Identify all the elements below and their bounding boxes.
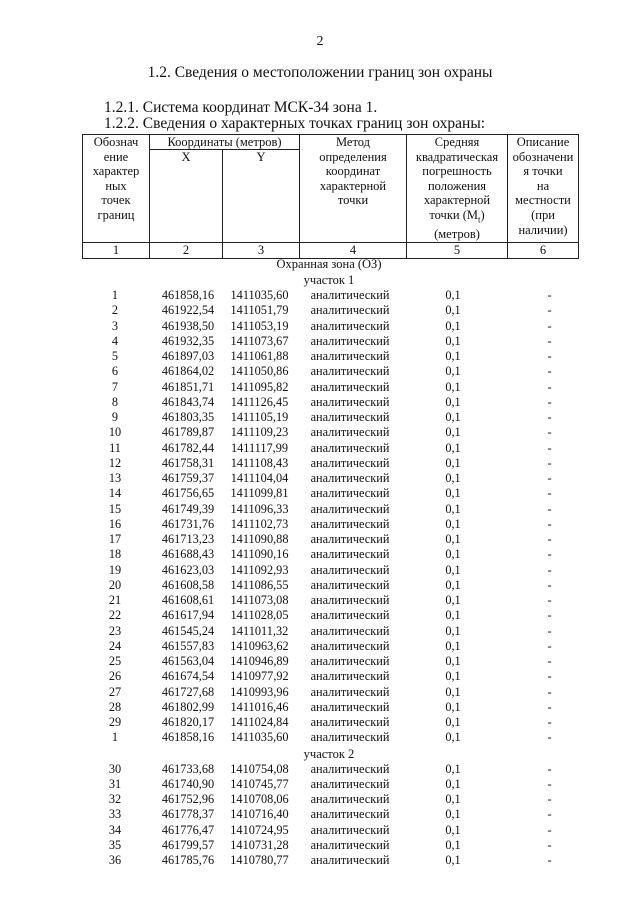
col-number: 2: [150, 242, 223, 258]
coord-y: 1411035,60: [230, 288, 289, 302]
method: аналитический: [310, 715, 390, 729]
description: -: [547, 394, 552, 409]
coord-x: 461820,17: [161, 715, 215, 729]
coord-y: 1411095,82: [230, 379, 289, 394]
coord-y: 1411073,08: [230, 593, 289, 607]
coord-x: 461759,37: [161, 471, 215, 485]
point-id: 4: [111, 333, 119, 348]
description: -: [547, 486, 552, 501]
description: -: [547, 792, 552, 806]
table-row: [82, 639, 576, 654]
description: -: [547, 562, 552, 577]
description: -: [547, 715, 552, 729]
method: аналитический: [310, 577, 390, 592]
coord-y: 1411117,99: [230, 440, 289, 455]
coord-y: 1410946,89: [230, 654, 289, 668]
table-row: [82, 669, 576, 684]
col-number: 5: [407, 242, 508, 258]
table-row: [82, 715, 576, 730]
method: аналитический: [310, 455, 390, 470]
description: -: [547, 333, 552, 348]
error: 0,1: [445, 776, 461, 791]
error: 0,1: [445, 715, 461, 729]
coord-x: 461758,31: [161, 455, 215, 470]
description: -: [547, 318, 552, 333]
description: -: [547, 501, 552, 516]
coord-x: 461752,96: [161, 792, 215, 806]
description: -: [547, 638, 552, 653]
point-id: 34: [108, 822, 122, 837]
coord-x: 461778,37: [161, 807, 215, 822]
description: -: [547, 699, 552, 714]
coord-y: 1411073,67: [230, 333, 289, 348]
coord-x: 461756,65: [161, 486, 215, 501]
error: 0,1: [445, 654, 461, 668]
coord-y: 1411099,81: [230, 486, 289, 501]
method: аналитический: [310, 853, 390, 867]
point-id: 20: [108, 577, 122, 592]
description: -: [547, 593, 552, 607]
table-row: [82, 823, 576, 838]
error: 0,1: [445, 730, 461, 745]
table-row: [82, 486, 576, 501]
error: 0,1: [445, 394, 461, 409]
description: -: [547, 684, 552, 699]
coord-x: 461623,03: [161, 562, 215, 577]
table-row: [82, 303, 576, 318]
description: -: [547, 807, 552, 822]
table-row: [82, 685, 576, 700]
header-method: Метод определения координат характерной точки: [300, 135, 407, 243]
point-id: 6: [111, 364, 119, 379]
method: аналитический: [310, 593, 390, 607]
description: -: [547, 410, 552, 424]
method: аналитический: [310, 776, 390, 791]
error: 0,1: [445, 547, 461, 562]
coord-x: 461557,83: [161, 638, 215, 653]
coord-y: 1410708,06: [230, 792, 289, 806]
coord-y: 1410731,28: [230, 837, 289, 852]
coord-y: 1411126,45: [230, 394, 289, 409]
point-id: 32: [108, 792, 122, 806]
header-coordinates: Координаты (метров): [150, 135, 300, 150]
description: -: [547, 730, 552, 745]
coordinate-system-line: 1.2.1. Система координат МСК-34 зона 1.: [104, 99, 378, 116]
coord-x: 461789,87: [161, 425, 215, 440]
error: 0,1: [445, 349, 461, 363]
coord-y: 1410993,96: [230, 684, 289, 699]
table-row: [82, 853, 576, 868]
error: 0,1: [445, 501, 461, 516]
col-number: 3: [223, 242, 300, 258]
error: 0,1: [445, 333, 461, 348]
error: 0,1: [445, 410, 461, 424]
table-row: [82, 578, 576, 593]
error: 0,1: [445, 761, 461, 776]
point-id: 36: [108, 853, 122, 867]
coord-x: 461843,74: [161, 394, 215, 409]
point-id: 1: [111, 730, 119, 745]
point-id: 18: [108, 547, 122, 562]
table-row: [82, 364, 576, 379]
coord-x: 461922,54: [161, 303, 215, 318]
coord-x: 461545,24: [161, 623, 215, 638]
description: -: [547, 669, 552, 684]
header-error: Средняя квадратическая погрешность положения характерной точки $(M_t)$ (метров): [407, 135, 508, 243]
page-number: 2: [316, 34, 324, 49]
coord-x: 461563,04: [161, 654, 215, 668]
table-row: [82, 777, 576, 792]
error: 0,1: [445, 623, 461, 638]
point-id: 26: [108, 669, 122, 684]
table-row: [82, 395, 576, 410]
coord-y: 1411086,55: [230, 577, 289, 592]
coord-x: 461782,44: [161, 440, 215, 455]
description: -: [547, 623, 552, 638]
error: 0,1: [445, 669, 461, 684]
point-id: 9: [111, 410, 119, 424]
error: 0,1: [445, 638, 461, 653]
section-heading: 1.2. Сведения о местоположении границ зон охраны: [147, 64, 493, 81]
coord-x: 461749,39: [161, 501, 215, 516]
table-row: [82, 807, 576, 822]
table-row: [82, 502, 576, 517]
point-id: 5: [111, 349, 119, 363]
coord-x: 461938,50: [161, 318, 215, 333]
point-id: 8: [111, 394, 119, 409]
error: 0,1: [445, 379, 461, 394]
coord-y: 1411050,86: [230, 364, 289, 379]
error: 0,1: [445, 837, 461, 852]
point-id: 3: [111, 318, 119, 333]
section-title: участок 2: [303, 746, 355, 761]
description: -: [547, 547, 552, 562]
method: аналитический: [310, 501, 390, 516]
table-row: [82, 700, 576, 715]
table-row: [82, 471, 576, 486]
point-id: 14: [108, 486, 122, 501]
zone-title: Охранная зона (ОЗ): [276, 257, 382, 271]
point-id: 28: [108, 699, 122, 714]
description: -: [547, 364, 552, 379]
error: 0,1: [445, 425, 461, 440]
method: аналитический: [310, 394, 390, 409]
description: -: [547, 837, 552, 852]
error: 0,1: [445, 516, 461, 531]
error: 0,1: [445, 562, 461, 577]
description: -: [547, 776, 552, 791]
point-id: 10: [108, 425, 122, 440]
point-id: 25: [108, 654, 122, 668]
coord-y: 1411024,84: [230, 715, 289, 729]
coord-x: 461803,35: [161, 410, 215, 424]
table-row: [82, 593, 576, 608]
coord-y: 1410754,08: [230, 761, 289, 776]
table-row: [82, 380, 576, 395]
coord-x: 461864,02: [161, 364, 215, 379]
method: аналитический: [310, 761, 390, 776]
table-row: [82, 532, 576, 547]
point-id: 23: [108, 623, 122, 638]
error: 0,1: [445, 577, 461, 592]
point-id: 29: [108, 715, 122, 729]
method: аналитический: [310, 730, 390, 745]
error: 0,1: [445, 608, 461, 623]
point-id: 31: [108, 776, 122, 791]
point-id: 16: [108, 516, 122, 531]
point-id: 19: [108, 562, 122, 577]
error: 0,1: [445, 486, 461, 501]
description: -: [547, 379, 552, 394]
header-y: Y: [223, 150, 300, 242]
error: 0,1: [445, 532, 461, 546]
coord-y: 1411035,60: [230, 730, 289, 745]
coord-y: 1411108,43: [230, 455, 289, 470]
method: аналитический: [310, 623, 390, 638]
description: -: [547, 303, 552, 318]
method: аналитический: [310, 547, 390, 562]
method: аналитический: [310, 807, 390, 822]
description: -: [547, 471, 552, 485]
point-id: 13: [108, 471, 122, 485]
point-id: 21: [108, 593, 122, 607]
coord-y: 1411053,19: [230, 318, 289, 333]
error: 0,1: [445, 471, 461, 485]
description: -: [547, 440, 552, 455]
coord-x: 461731,76: [161, 516, 215, 531]
table-row: [82, 456, 576, 471]
method: аналитический: [310, 516, 390, 531]
description: -: [547, 822, 552, 837]
method: аналитический: [310, 638, 390, 653]
point-id: 24: [108, 638, 122, 653]
coord-y: 1411096,33: [230, 501, 289, 516]
table-row: [82, 563, 576, 578]
method: аналитический: [310, 349, 390, 363]
table-row: [82, 334, 576, 349]
method: аналитический: [310, 822, 390, 837]
error: 0,1: [445, 440, 461, 455]
coord-x: 461776,47: [161, 822, 215, 837]
coord-x: 461932,35: [161, 333, 215, 348]
coord-y: 1410724,95: [230, 822, 289, 837]
method: аналитический: [310, 837, 390, 852]
error: 0,1: [445, 822, 461, 837]
point-id: 12: [108, 455, 122, 470]
point-id: 15: [108, 501, 122, 516]
method: аналитический: [310, 532, 390, 546]
header-x: X: [150, 150, 223, 242]
method: аналитический: [310, 364, 390, 379]
coord-x: 461851,71: [161, 379, 215, 394]
table-row: [82, 730, 576, 745]
coord-y: 1411090,16: [230, 547, 289, 562]
description: -: [547, 577, 552, 592]
coord-y: 1410745,77: [230, 776, 289, 791]
point-id: 33: [108, 807, 122, 822]
error: 0,1: [445, 318, 461, 333]
coord-y: 1411104,04: [230, 471, 289, 485]
method: аналитический: [310, 440, 390, 455]
table-row: [82, 425, 576, 440]
method: аналитический: [310, 303, 390, 318]
table-row: [82, 838, 576, 853]
table-row: [82, 654, 576, 669]
description: -: [547, 853, 552, 867]
method: аналитический: [310, 699, 390, 714]
error: 0,1: [445, 853, 461, 867]
point-id: 7: [111, 379, 119, 394]
header-description: Описание обозначени я точки на местности (при наличии): [508, 135, 579, 243]
table-row: [82, 608, 576, 623]
coord-y: 1411105,19: [230, 410, 289, 424]
method: аналитический: [310, 608, 390, 623]
error: 0,1: [445, 364, 461, 379]
table-body: [82, 256, 576, 868]
method: аналитический: [310, 684, 390, 699]
coord-x: 461608,61: [161, 593, 215, 607]
method: аналитический: [310, 425, 390, 440]
error: 0,1: [445, 303, 461, 318]
error: 0,1: [445, 807, 461, 822]
col-number: 1: [83, 242, 150, 258]
coord-x: 461727,68: [161, 684, 215, 699]
coord-y: 1411016,46: [230, 699, 289, 714]
description: -: [547, 349, 552, 363]
coord-x: 461802,99: [161, 699, 215, 714]
table-header: [82, 134, 579, 259]
table-row: [82, 288, 576, 303]
coord-y: 1411102,73: [230, 516, 289, 531]
coord-y: 1411092,93: [230, 562, 289, 577]
description: -: [547, 425, 552, 440]
coord-x: 461858,16: [161, 288, 215, 302]
description: -: [547, 761, 552, 776]
col-number: 4: [300, 242, 407, 258]
coord-x: 461785,76: [161, 853, 215, 867]
description: -: [547, 654, 552, 668]
point-id: 27: [108, 684, 122, 699]
method: аналитический: [310, 792, 390, 806]
coord-x: 461799,57: [161, 837, 215, 852]
description: -: [547, 288, 552, 302]
method: аналитический: [310, 562, 390, 577]
point-id: 35: [108, 837, 122, 852]
method: аналитический: [310, 486, 390, 501]
coord-x: 461740,90: [161, 776, 215, 791]
coord-y: 1411061,88: [230, 349, 289, 363]
error: 0,1: [445, 684, 461, 699]
method: аналитический: [310, 288, 390, 302]
table-row: [82, 349, 576, 364]
method: аналитический: [310, 333, 390, 348]
method: аналитический: [310, 669, 390, 684]
table-row: [82, 762, 576, 777]
table-row: [82, 517, 576, 532]
coord-y: 1411090,88: [230, 532, 289, 546]
point-id: 2: [111, 303, 119, 318]
table-row: [82, 319, 576, 334]
coord-x: 461713,23: [161, 532, 215, 546]
error: 0,1: [445, 699, 461, 714]
table-row: [82, 792, 576, 807]
error: 0,1: [445, 792, 461, 806]
point-id: 30: [108, 761, 122, 776]
coord-y: 1410977,92: [230, 669, 289, 684]
coord-y: 1411051,79: [230, 303, 289, 318]
coord-y: 1411011,32: [230, 623, 289, 638]
table-row: [82, 624, 576, 639]
description: -: [547, 455, 552, 470]
section-title: участок 1: [303, 273, 355, 287]
table-row: [82, 441, 576, 456]
header-designation: Обознач ение характер ных точек границ: [83, 135, 150, 243]
coord-y: 1410780,77: [230, 853, 289, 867]
coord-x: 461608,58: [161, 577, 215, 592]
points-info-line: 1.2.2. Сведения о характерных точках границ зон охраны:: [104, 115, 486, 132]
coord-x: 461674,54: [161, 669, 215, 684]
coord-x: 461617,94: [161, 608, 215, 623]
col-number: 6: [508, 242, 579, 258]
point-id: 11: [109, 440, 121, 455]
coord-x: 461858,16: [161, 730, 215, 745]
description: -: [547, 532, 552, 546]
error: 0,1: [445, 593, 461, 607]
point-id: 1: [111, 288, 119, 302]
point-id: 22: [108, 608, 122, 623]
coord-y: 1410963,62: [230, 638, 289, 653]
error: 0,1: [445, 288, 461, 302]
method: аналитический: [310, 318, 390, 333]
coord-y: 1411109,23: [230, 425, 289, 440]
description: -: [547, 608, 552, 623]
coord-y: 1411028,05: [230, 608, 289, 623]
coord-y: 1410716,40: [230, 807, 289, 822]
method: аналитический: [310, 654, 390, 668]
method: аналитический: [310, 471, 390, 485]
method: аналитический: [310, 379, 390, 394]
coord-x: 461897,03: [161, 349, 215, 363]
table-row: [82, 547, 576, 562]
description: -: [547, 516, 552, 531]
coord-x: 461733,68: [161, 761, 215, 776]
method: аналитический: [310, 410, 390, 424]
error: 0,1: [445, 455, 461, 470]
coord-x: 461688,43: [161, 547, 215, 562]
point-id: 17: [108, 532, 122, 546]
table-row: [82, 410, 576, 425]
